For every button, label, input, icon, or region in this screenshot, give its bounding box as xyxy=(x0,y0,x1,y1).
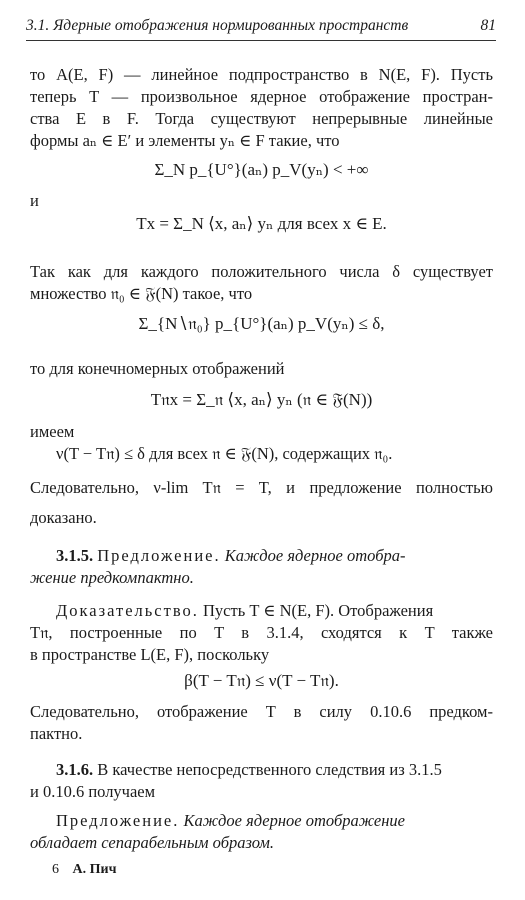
text-line: пактно. xyxy=(30,724,83,743)
running-header xyxy=(26,16,496,41)
text-line: формы aₙ ∈ E′ и элементы yₙ ∈ F такие, что xyxy=(30,131,340,150)
formula-beta-nu: β(T − T𝔫) ≤ ν(T − T𝔫). xyxy=(184,671,339,690)
text-line: и 0.10.6 получаем xyxy=(30,782,156,801)
text-line: теперь T — произвольное ядерное отображение простран- xyxy=(30,87,493,106)
proof-label: Доказательство. xyxy=(56,601,199,620)
page-footer xyxy=(52,862,116,878)
text-line: и xyxy=(30,191,39,210)
text-line: имеем xyxy=(30,422,75,441)
text-line: Следовательно, отображение T в силу 0.10.6 предком- xyxy=(30,702,493,721)
section-number: 3.1.5. xyxy=(56,546,94,565)
proposition-text: жение предкомпактно. xyxy=(30,568,194,587)
proposition-text: Каждое ядерное отобра- xyxy=(224,546,406,565)
proof-line xyxy=(56,600,493,622)
text-line xyxy=(30,567,493,589)
proposition-label: Предложение. xyxy=(56,811,180,830)
section-text: В качестве непосредственного следствия из 3.1.5 xyxy=(97,760,442,779)
text-line: в пространстве L(E, F), поскольку xyxy=(30,645,270,664)
section-number: 3.1.6. xyxy=(56,760,94,779)
text-line: то A(E, F) — линейное подпространство в N(E, F). Пусть xyxy=(30,65,493,84)
text-line: то для конечномерных отображений xyxy=(30,359,285,378)
text-line: Так как для каждого положительного числа δ существует xyxy=(30,262,493,281)
proposition-315 xyxy=(56,545,493,567)
proposition-text: Каждое ядерное отображение xyxy=(183,811,405,830)
text-line: множество 𝔫₀ ∈ 𝔉(N) такое, что xyxy=(30,284,253,303)
page-number: 81 xyxy=(480,17,496,34)
author-signature: А. Пич xyxy=(72,862,117,877)
text-line: ν(T − T𝔫) ≤ δ для всех 𝔫 ∈ 𝔉(N), содержащих 𝔫₀. xyxy=(56,444,393,463)
proposition-label: Предложение. xyxy=(97,546,221,565)
text-line: Следовательно, ν-lim T𝔫 = T, и предложение полностью xyxy=(30,478,493,497)
header-title: 3.1. Ядерные отображения нормированных пространств xyxy=(26,17,409,34)
sheet-number: 6 xyxy=(52,862,59,877)
text-line: T𝔫, построенные по T в 3.1.4, сходятся к T также xyxy=(30,623,493,642)
formula-finite-rank: T𝔫x = Σ_𝔫 ⟨x, aₙ⟩ yₙ (𝔫 ∈ 𝔉(N)) xyxy=(150,390,373,409)
proposition-text: обладает сепарабельным образом. xyxy=(30,833,274,852)
formula-t-series: Tx = Σ_N ⟨x, aₙ⟩ yₙ для всех x ∈ E. xyxy=(136,214,387,233)
formula-sum-delta: Σ_{N∖𝔫₀} p_{U°}(aₙ) p_V(yₙ) ≤ δ, xyxy=(138,314,385,333)
formula-sum-finite: Σ_N p_{U°}(aₙ) p_V(yₙ) < +∞ xyxy=(154,160,369,179)
text-line: доказано. xyxy=(30,508,97,527)
section-316 xyxy=(56,759,493,781)
text-line xyxy=(30,832,493,854)
proposition-316 xyxy=(56,810,493,832)
proof-text: Пусть T ∈ N(E, F). Отображения xyxy=(203,601,434,620)
text-line: ства E в F. Тогда существуют непрерывные линейные xyxy=(30,109,493,128)
